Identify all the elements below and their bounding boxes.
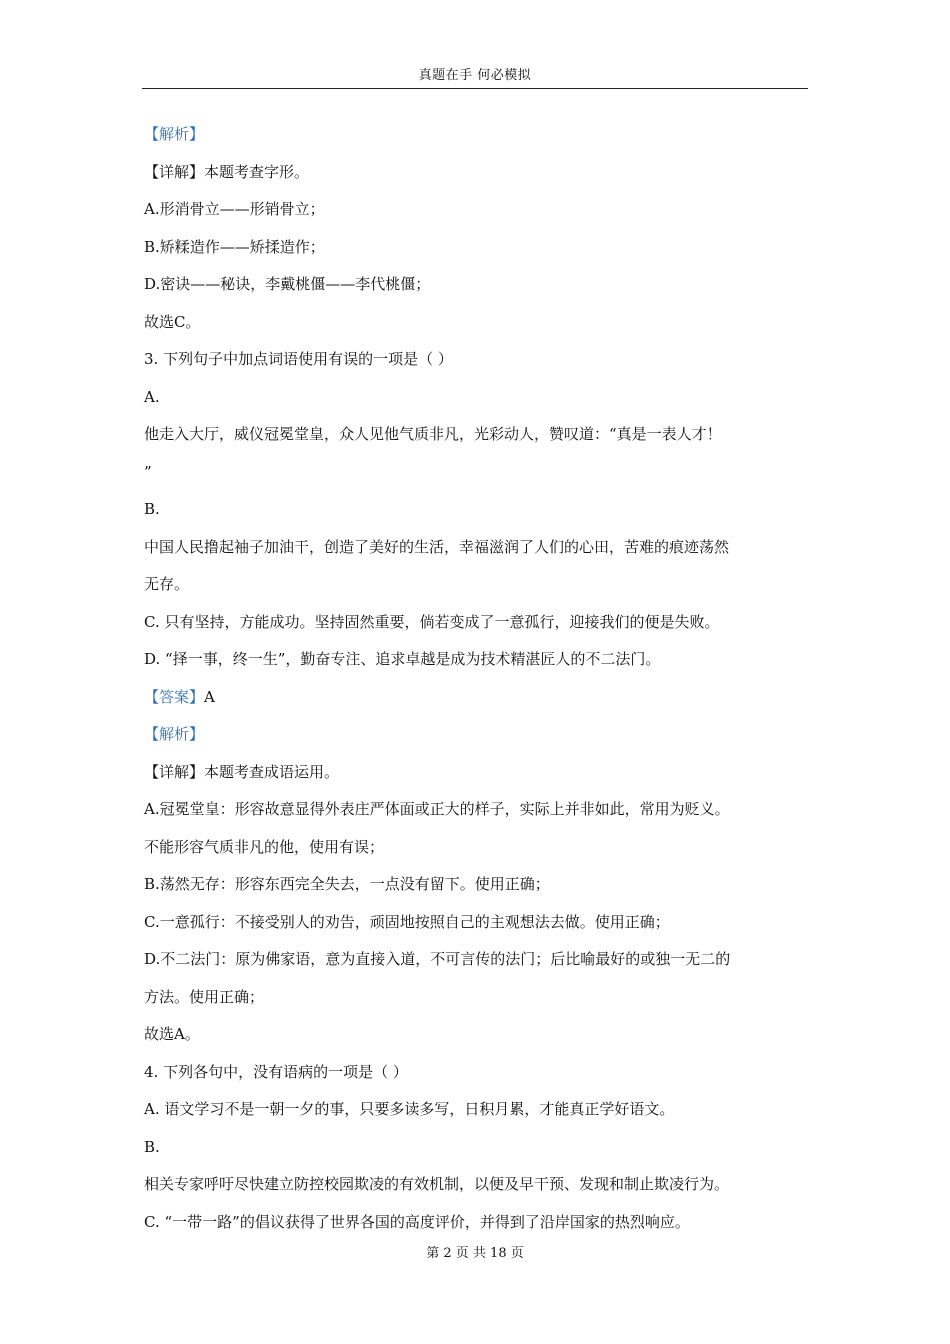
analysis-label: 【解析】 [144,725,205,743]
explanation-line: 不能形容气质非凡的他，使用有误； [144,837,385,856]
choice-line: 故选A。 [144,1025,200,1043]
option-text: C. 只有坚持，方能成功。坚持固然重要，倘若变成了一意孤行，迎接我们的便是失败。 [144,612,720,631]
header-divider [142,88,808,89]
answer-value: A [204,687,215,706]
explanation-line: A.冠冕堂皇：形容故意显得外表庄严体面或正大的样子，实际上并非如此，常用为贬义。 [144,800,730,818]
explanation-line: D.不二法门：原为佛家语，意为直接入道，不可言传的法门；后比喻最好的或独一无二的 [144,950,731,968]
explanation-line: C.一意孤行：不接受别人的劝告，顽固地按照自己的主观想法去做。使用正确； [144,912,670,931]
option-label: B. [144,1137,160,1156]
explanation-line: D.密诀——秘诀，李戴桃僵——李代桃僵； [144,275,431,293]
explanation-line: A.形消骨立——形销骨立； [144,200,325,218]
page-footer: 第 2 页 共 18 页 [426,1246,524,1261]
answer-line [144,679,808,717]
option-text: 无存。 [144,575,190,593]
detail-line: 【详解】本题考查字形。 [144,162,310,181]
explanation-line: B.荡然无存：形容东西完全失去，一点没有留下。使用正确； [144,875,550,893]
answer-label: 【答案】 [144,687,205,706]
explanation-line: 方法。使用正确； [144,987,265,1006]
option-text: 相关专家呼吁尽快建立防控校园欺凌的有效机制，以便及早干预、发现和制止欺凌行为。 [144,1175,730,1193]
document-body [144,116,808,1241]
option-text: ” [144,462,152,481]
question-3-stem: 3. 下列句子中加点词语使用有误的一项是（ ） [144,350,453,368]
page-header: 真题在手 何必模拟 [418,68,532,83]
option-text: 他走入大厅，威仪冠冕堂皇，众人见他气质非凡，光彩动人，赞叹道：“真是一表人才！ [144,425,722,443]
analysis-label: 【解析】 [144,125,205,143]
option-text: C. “一带一路”的倡议获得了世界各国的高度评价，并得到了沿岸国家的热烈响应。 [144,1212,690,1231]
option-text: A. 语文学习不是一朝一夕的事，只要多读多写，日积月累，才能真正学好语文。 [144,1100,675,1118]
choice-line: 故选C。 [144,312,201,331]
question-4-stem: 4. 下列各句中，没有语病的一项是（ ） [144,1062,408,1081]
option-label: A. [144,387,160,406]
option-text: 中国人民撸起袖子加油干，创造了美好的生活，幸福滋润了人们的心田，苦难的痕迹荡然 [144,537,730,556]
explanation-line: B.矫糅造作——矫揉造作； [144,237,325,256]
option-text: D. “择一事，终一生”，勤奋专注、追求卓越是成为技术精湛匠人的不二法门。 [144,650,661,668]
detail-line: 【详解】本题考查成语运用。 [144,762,340,781]
option-label: B. [144,500,160,518]
